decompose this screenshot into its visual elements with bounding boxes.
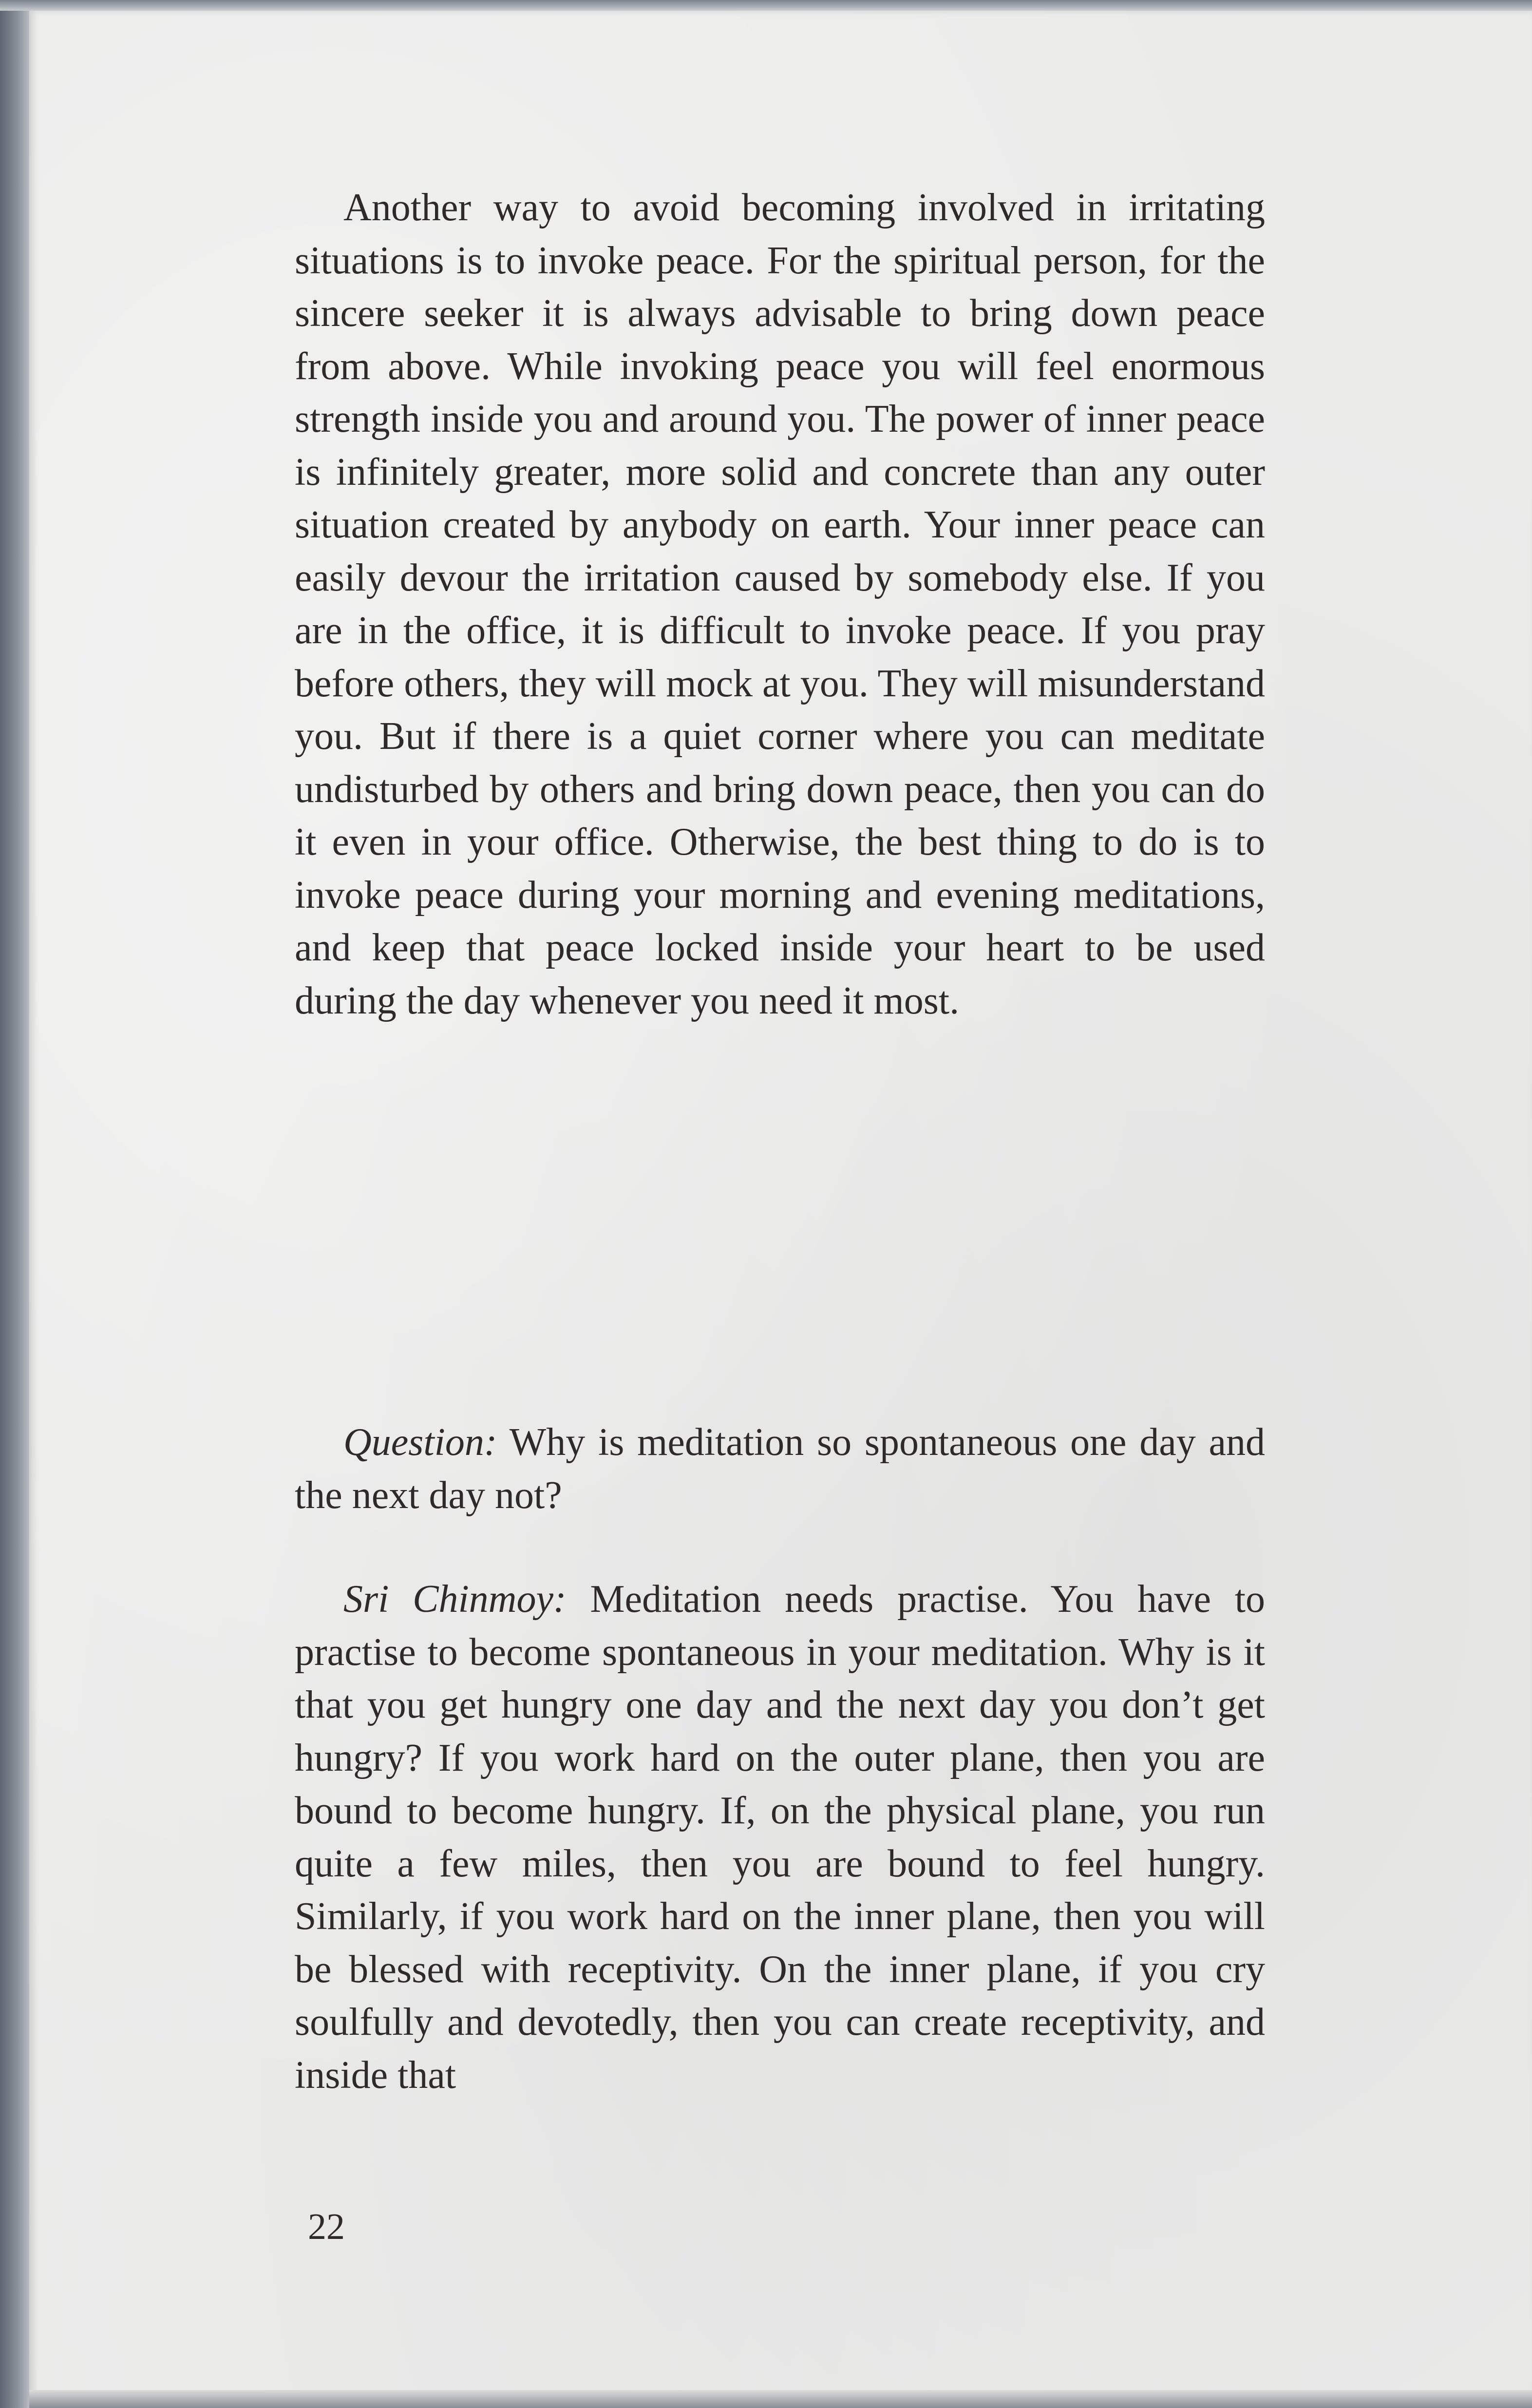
answer-label: Sri Chinmoy: bbox=[343, 1578, 567, 1621]
scan-left-edge bbox=[0, 0, 29, 2408]
question-paragraph bbox=[295, 1416, 1265, 1522]
question-label: Question: bbox=[343, 1421, 497, 1464]
body-paragraph: Another way to avoid becoming involved in irritating situations is to invoke peace. For the spiritual person, for the sincere seeker it is always advisable to bring down peace from above. While invoking peace you will feel enormous strength inside you and around you. The power of inner peace is infinitely greater, more solid and concrete than any outer situation created by anybody on earth. Your inner peace can easily devour the irritation caused by somebody else. If you are in the office, it is difficult to invoke peace. If you pray before others, they will mock at you. They will misunderstand you. But if there is a quiet corner where you can meditate undisturbed by others and bring down peace, then you can do it even in your office. Otherwise, the best thing to do is to invoke peace during your morning and evening meditations, and keep that peace locked inside your heart to be used during the day whenever you need it most. bbox=[295, 186, 1265, 1022]
scan-top-edge bbox=[0, 0, 1532, 11]
page-number: 22 bbox=[308, 2206, 345, 2247]
answer-paragraph bbox=[295, 1573, 1265, 2102]
answer-text: Meditation needs practise. You have to practise to become spontaneous in your meditation. Why is it that you get hungry one day and the next day you don’t get hungry? If you work hard on the outer plane, then you are bound to become hungry. If, on the physical plane, you run quite a few miles, then you are bound to feel hungry. Similarly, if you work hard on the inner plane, then you will be blessed with receptivity. On the inner plane, if you cry soulfully and devotedly, then you can create receptivity, and inside that bbox=[295, 1578, 1265, 2097]
scan-bottom-edge bbox=[29, 2390, 1532, 2408]
question-text: Why is meditation so spontaneous one day and the next day not? bbox=[295, 1421, 1265, 1517]
